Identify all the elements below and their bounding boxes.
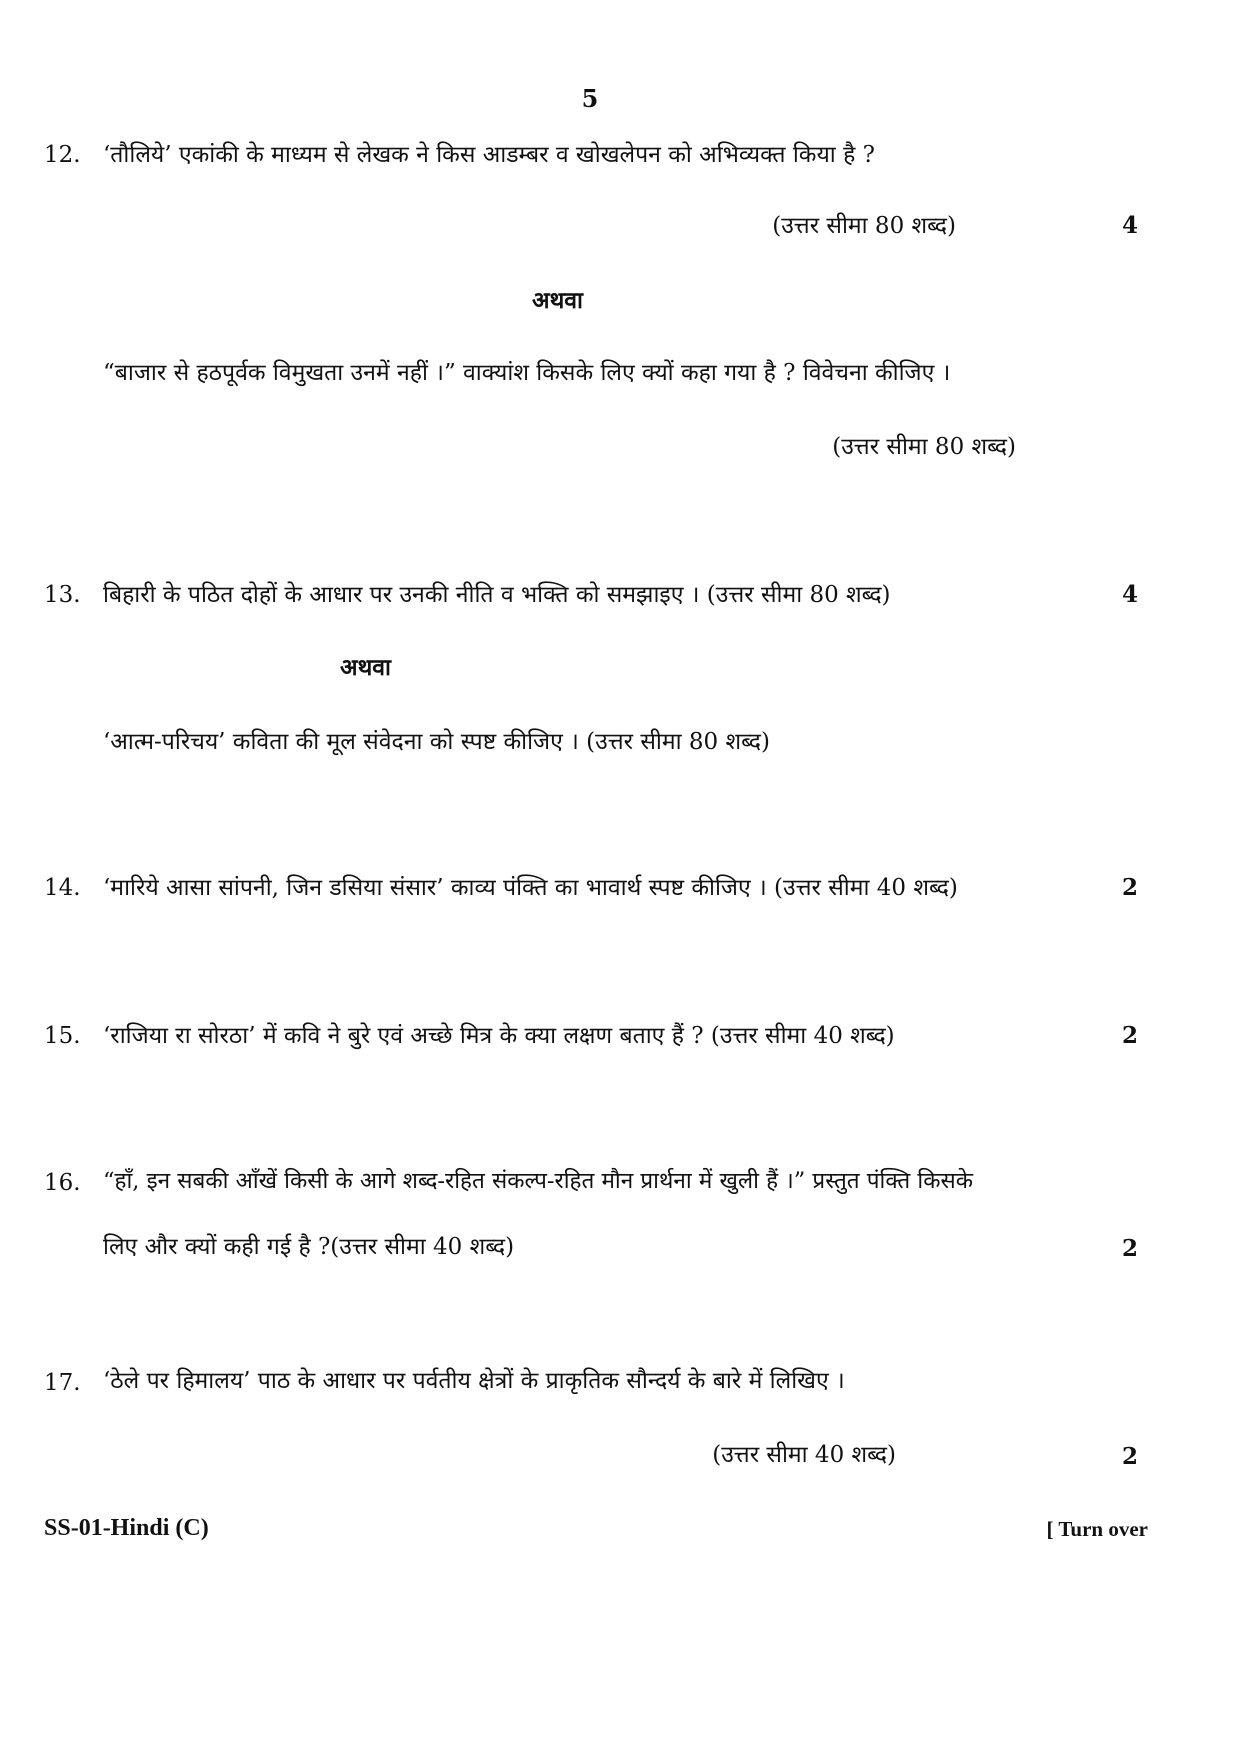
question-number: 12.: [44, 142, 81, 168]
marks: 2: [1121, 1443, 1138, 1470]
question-text: ‘राजिया रा सोरठा’ में कवि ने बुरे एवं अच्छे मित्र के क्या लक्षण बताए हैं ? (उत्तर सीमा 40 शब्द): [103, 1023, 895, 1049]
alternative-question-text: ‘आत्म-परिचय’ कविता की मूल संवेदना को स्पष्ट कीजिए । (उत्तर सीमा 80 शब्द): [103, 729, 770, 755]
question-number: 14.: [44, 875, 81, 901]
question-text-line-2: लिए और क्यों कही गई है ?(उत्तर सीमा 40 शब्द): [103, 1234, 515, 1260]
question-text-line-1: “हाँ, इन सबकी आँखें किसी के आगे शब्द-रहित संकल्प-रहित मौन प्रार्थना में खुली हैं ।” प्रस्तुत पंक्ति किसके: [103, 1168, 973, 1194]
marks: 2: [1121, 1235, 1138, 1262]
or-separator: अथवा: [532, 287, 584, 314]
marks: 2: [1121, 1022, 1138, 1049]
word-limit: (उत्तर सीमा 40 शब्द): [712, 1442, 896, 1468]
marks: 4: [1121, 581, 1138, 608]
marks: 4: [1121, 212, 1138, 239]
question-number: 16.: [44, 1170, 81, 1196]
page-number: 5: [581, 84, 599, 113]
or-separator: अथवा: [340, 654, 392, 681]
alternative-question-text: “बाजार से हठपूर्वक विमुखता उनमें नहीं ।” वाक्यांश किसके लिए क्यों कहा गया है ? विवेचना कीजिए ।: [103, 360, 951, 386]
question-text: ‘तौलिये’ एकांकी के माध्यम से लेखक ने किस आडम्बर व खोखलेपन को अभिव्यक्त किया है ?: [103, 142, 875, 168]
paper-code: SS-01-Hindi (C): [44, 1515, 209, 1541]
question-text: बिहारी के पठित दोहों के आधार पर उनकी नीति व भक्ति को समझाइए । (उत्तर सीमा 80 शब्द): [103, 582, 891, 608]
question-number: 13.: [44, 582, 81, 608]
question-text: ‘ठेले पर हिमालय’ पाठ के आधार पर पर्वतीय क्षेत्रों के प्राकृतिक सौन्दर्य के बारे में लिखिए ।: [103, 1368, 845, 1394]
turn-over-note: [ Turn over: [1046, 1517, 1148, 1541]
alternative-word-limit: (उत्तर सीमा 80 शब्द): [832, 434, 1016, 460]
question-number: 15.: [44, 1023, 81, 1049]
word-limit: (उत्तर सीमा 80 शब्द): [772, 213, 956, 239]
question-number: 17.: [44, 1370, 81, 1396]
question-text: ‘मारिये आसा सांपनी, जिन डसिया संसार’ काव्य पंक्ति का भावार्थ स्पष्ट कीजिए । (उत्तर सीमा 40 शब्द): [103, 875, 958, 901]
marks: 2: [1121, 874, 1138, 901]
